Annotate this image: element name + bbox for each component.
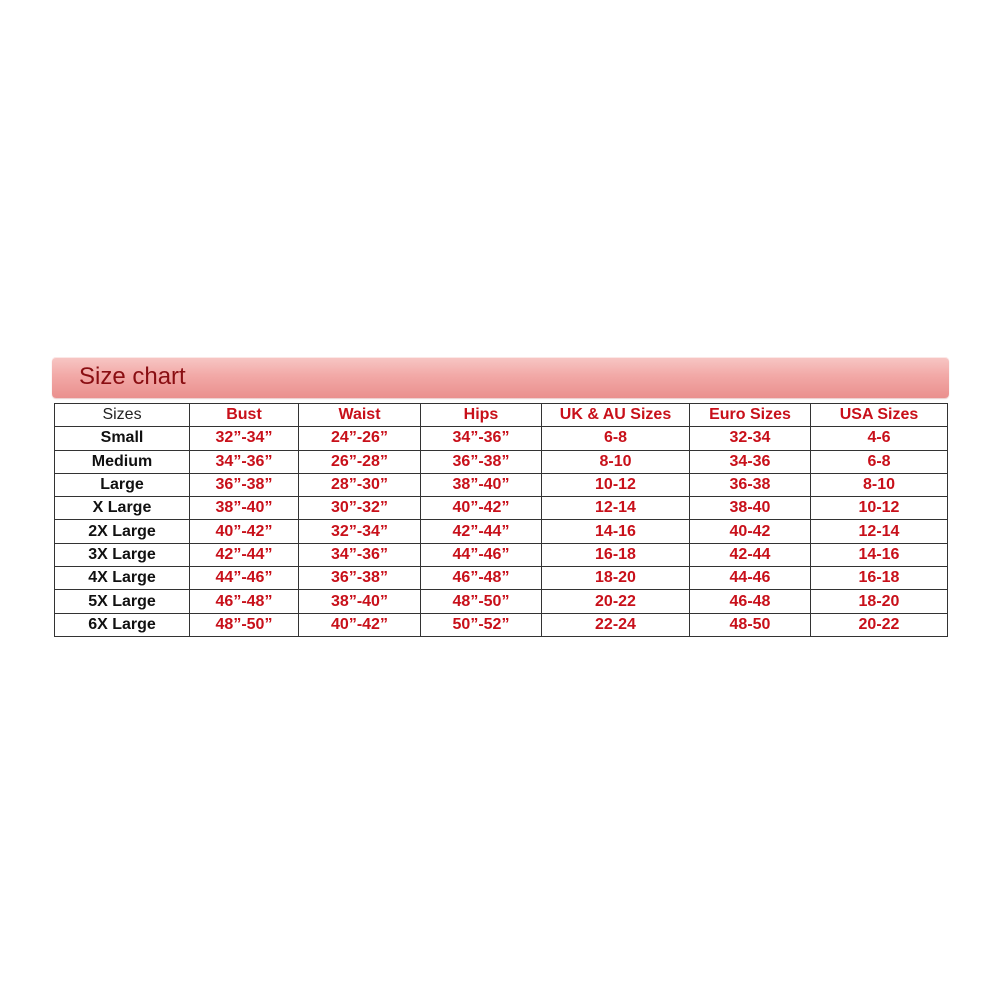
table-cell: 40”-42”	[190, 520, 299, 543]
table-row	[55, 450, 948, 473]
table-cell: 34”-36”	[299, 543, 421, 566]
table-cell: 12-14	[542, 497, 690, 520]
table-cell: 46-48	[690, 590, 811, 613]
table-cell: 14-16	[542, 520, 690, 543]
row-header: 5X Large	[55, 590, 190, 613]
table-cell: 36-38	[690, 473, 811, 496]
table-cell: 8-10	[811, 473, 948, 496]
table-cell: 28”-30”	[299, 473, 421, 496]
table-cell: 34”-36”	[421, 427, 542, 450]
table-cell: 26”-28”	[299, 450, 421, 473]
row-header: 6X Large	[55, 613, 190, 636]
table-row	[55, 473, 948, 496]
table-cell: 44”-46”	[190, 567, 299, 590]
table-cell: 16-18	[542, 543, 690, 566]
table-row	[55, 590, 948, 613]
table-cell: 48”-50”	[421, 590, 542, 613]
table-cell: 22-24	[542, 613, 690, 636]
column-header-hips: Hips	[421, 404, 542, 427]
banner-title: Size chart	[79, 363, 186, 390]
table-cell: 42”-44”	[421, 520, 542, 543]
table-cell: 32”-34”	[299, 520, 421, 543]
table-row	[55, 497, 948, 520]
table-row	[55, 520, 948, 543]
row-header: Medium	[55, 450, 190, 473]
row-header: Large	[55, 473, 190, 496]
corner-header: Sizes	[55, 404, 190, 427]
table-cell: 32”-34”	[190, 427, 299, 450]
size-chart-table	[54, 403, 948, 637]
table-cell: 4-6	[811, 427, 948, 450]
table-cell: 10-12	[542, 473, 690, 496]
table-cell: 18-20	[542, 567, 690, 590]
table-cell: 40”-42”	[299, 613, 421, 636]
table-cell: 38”-40”	[421, 473, 542, 496]
table-row	[55, 427, 948, 450]
table-cell: 36”-38”	[421, 450, 542, 473]
table-cell: 44-46	[690, 567, 811, 590]
size-chart-banner	[52, 357, 949, 398]
table-cell: 12-14	[811, 520, 948, 543]
table-cell: 10-12	[811, 497, 948, 520]
row-header: Small	[55, 427, 190, 450]
table-cell: 20-22	[811, 613, 948, 636]
table-cell: 16-18	[811, 567, 948, 590]
table-cell: 30”-32”	[299, 497, 421, 520]
table-row	[55, 567, 948, 590]
column-header-waist: Waist	[299, 404, 421, 427]
header-row	[55, 404, 948, 427]
table-cell: 42”-44”	[190, 543, 299, 566]
table-cell: 38”-40”	[190, 497, 299, 520]
table-cell: 18-20	[811, 590, 948, 613]
table-cell: 6-8	[542, 427, 690, 450]
column-header-bust: Bust	[190, 404, 299, 427]
table-cell: 48-50	[690, 613, 811, 636]
table-cell: 8-10	[542, 450, 690, 473]
table-cell: 24”-26”	[299, 427, 421, 450]
table-cell: 36”-38”	[299, 567, 421, 590]
table-cell: 36”-38”	[190, 473, 299, 496]
column-header-usa: USA Sizes	[811, 404, 948, 427]
row-header: 2X Large	[55, 520, 190, 543]
column-header-uk-au: UK & AU Sizes	[542, 404, 690, 427]
table-cell: 46”-48”	[421, 567, 542, 590]
table-cell: 14-16	[811, 543, 948, 566]
table-cell: 32-34	[690, 427, 811, 450]
table-row	[55, 543, 948, 566]
table-cell: 20-22	[542, 590, 690, 613]
table-cell: 46”-48”	[190, 590, 299, 613]
table-cell: 42-44	[690, 543, 811, 566]
table-cell: 44”-46”	[421, 543, 542, 566]
row-header: 3X Large	[55, 543, 190, 566]
table-cell: 48”-50”	[190, 613, 299, 636]
table-cell: 34-36	[690, 450, 811, 473]
table-row	[55, 613, 948, 636]
column-header-euro: Euro Sizes	[690, 404, 811, 427]
table-cell: 38-40	[690, 497, 811, 520]
row-header: X Large	[55, 497, 190, 520]
table-cell: 6-8	[811, 450, 948, 473]
table-cell: 50”-52”	[421, 613, 542, 636]
row-header: 4X Large	[55, 567, 190, 590]
table-cell: 34”-36”	[190, 450, 299, 473]
table-cell: 40”-42”	[421, 497, 542, 520]
table-cell: 38”-40”	[299, 590, 421, 613]
table-cell: 40-42	[690, 520, 811, 543]
